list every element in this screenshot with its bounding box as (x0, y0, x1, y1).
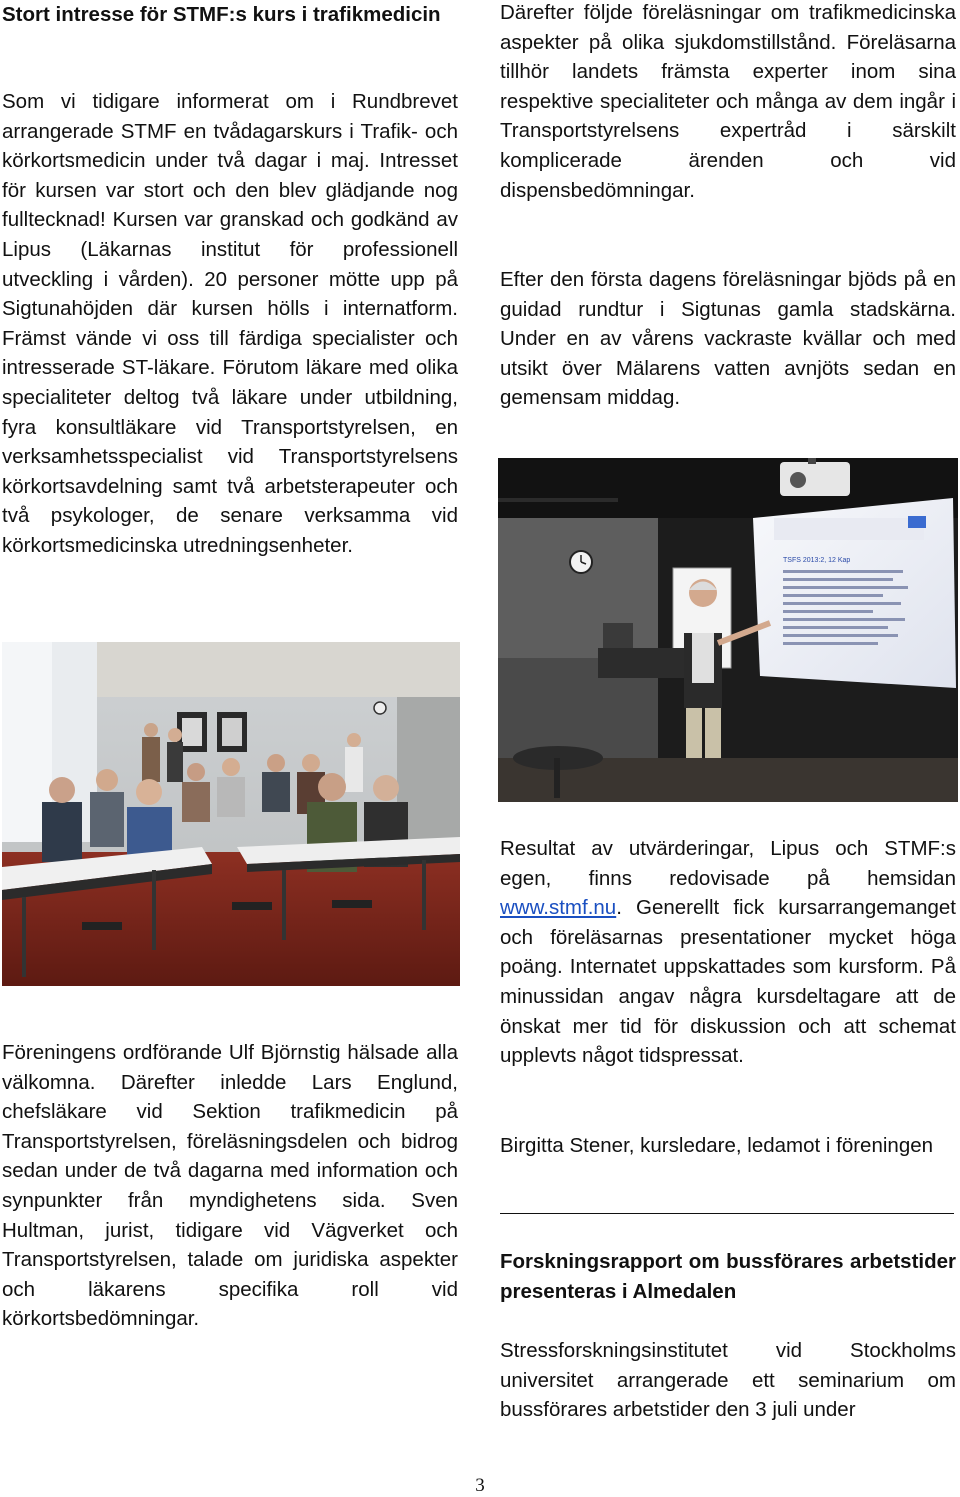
welcome-paragraph: Föreningens ordförande Ulf Björnstig hälsade alla välkomna. Därefter inledde Lars Englund, chefsläkare vid Sektion trafikmedicin på Transportstyrelsen, föreläsningsdelen och bidrog sedan under de två dagarna med information och synpunkter från myndighetens sida. Sven Hultman, jurist, tidigare vid Vägverket och Transportstyrelsen, talade om juridiska aspekter och läkarens specifika roll vid körkortsbedömningar. (2, 1041, 458, 1331)
lectures-paragraph: Därefter följde föreläsningar om trafikmedicinska aspekter på olika sjukdomstillstånd. Föreläsarna tillhör landets främsta experter inom sina respektive specialiteter och många av dem ingår i Transportstyrelsens expertråd i särskilt komplicerade ärenden och vid dispensbedömningar. (500, 1, 956, 202)
page-number: 3 (475, 1475, 485, 1496)
section-divider (500, 1213, 954, 1214)
article-heading: Stort intresse för STMF:s kurs i trafikmedicin (2, 3, 441, 26)
results-text-after-link: . Generellt fick kursarrangemanget och föreläsarnas presentationer mycket höga poäng. Internatet uppskattades som kursform. På minussidan angav några kursdeltagare att de önskat mer tid för diskussion och att schemat upplevts något tidspressat. (500, 896, 956, 1068)
signature: Birgitta Stener, kursledare, ledamot i föreningen (500, 1134, 934, 1157)
intro-paragraph: Som vi tidigare informerat om i Rundbrevet arrangerade STMF en tvådagarskurs i Trafik- och körkortsmedicin under två dagar i maj. Intresset för kursen var stort och den blev glädjande nog fulltecknad! Kursen var granskad och godkänd av Lipus (Läkarnas institut för professionell utveckling i vården). 20 personer mötte upp på Sigtunahöjden där kursen hölls i internatform. Främst vände vi oss till färdiga specialister och intresserade ST-läkare. Förutom läkare med olika specialiteter deltog två läkare under utbildning, fyra konsultläkare vid Transportstyrelsen, en verksamhetsspecialist vid Transportstyrelsens körkortsavdelning samt två arbetsterapeuter och två psykologer, de senare verksamma vid körkortsmedicinska utredningsenheter. (2, 90, 458, 557)
lecture-photo (498, 458, 958, 802)
slide-title: TSFS 2013:2, 12 Kap (783, 557, 851, 564)
evening-paragraph: Efter den första dagens föreläsningar bjöds på en guidad rundtur i Sigtunas gamla stadskärna. Under en av vårens vackraste kvällar och med utsikt över Mälarens vatten avnjöts sedan en gemensam middag. (500, 268, 956, 410)
results-text-before-link: Resultat av utvärderingar, Lipus och STMF:s egen, finns redovisade på hemsidan (500, 837, 956, 890)
stmf-website-link[interactable]: www.stmf.nu (500, 896, 617, 920)
results-paragraph (500, 834, 956, 1071)
research-heading: Forskningsrapport om bussförares arbetstider presenteras i Almedalen (500, 1250, 956, 1303)
research-paragraph: Stressforskningsinstitutet vid Stockholms universitet arrangerade ett seminarium om bussförares arbetstider den 3 juli under (500, 1339, 956, 1422)
classroom-photo (2, 642, 460, 986)
